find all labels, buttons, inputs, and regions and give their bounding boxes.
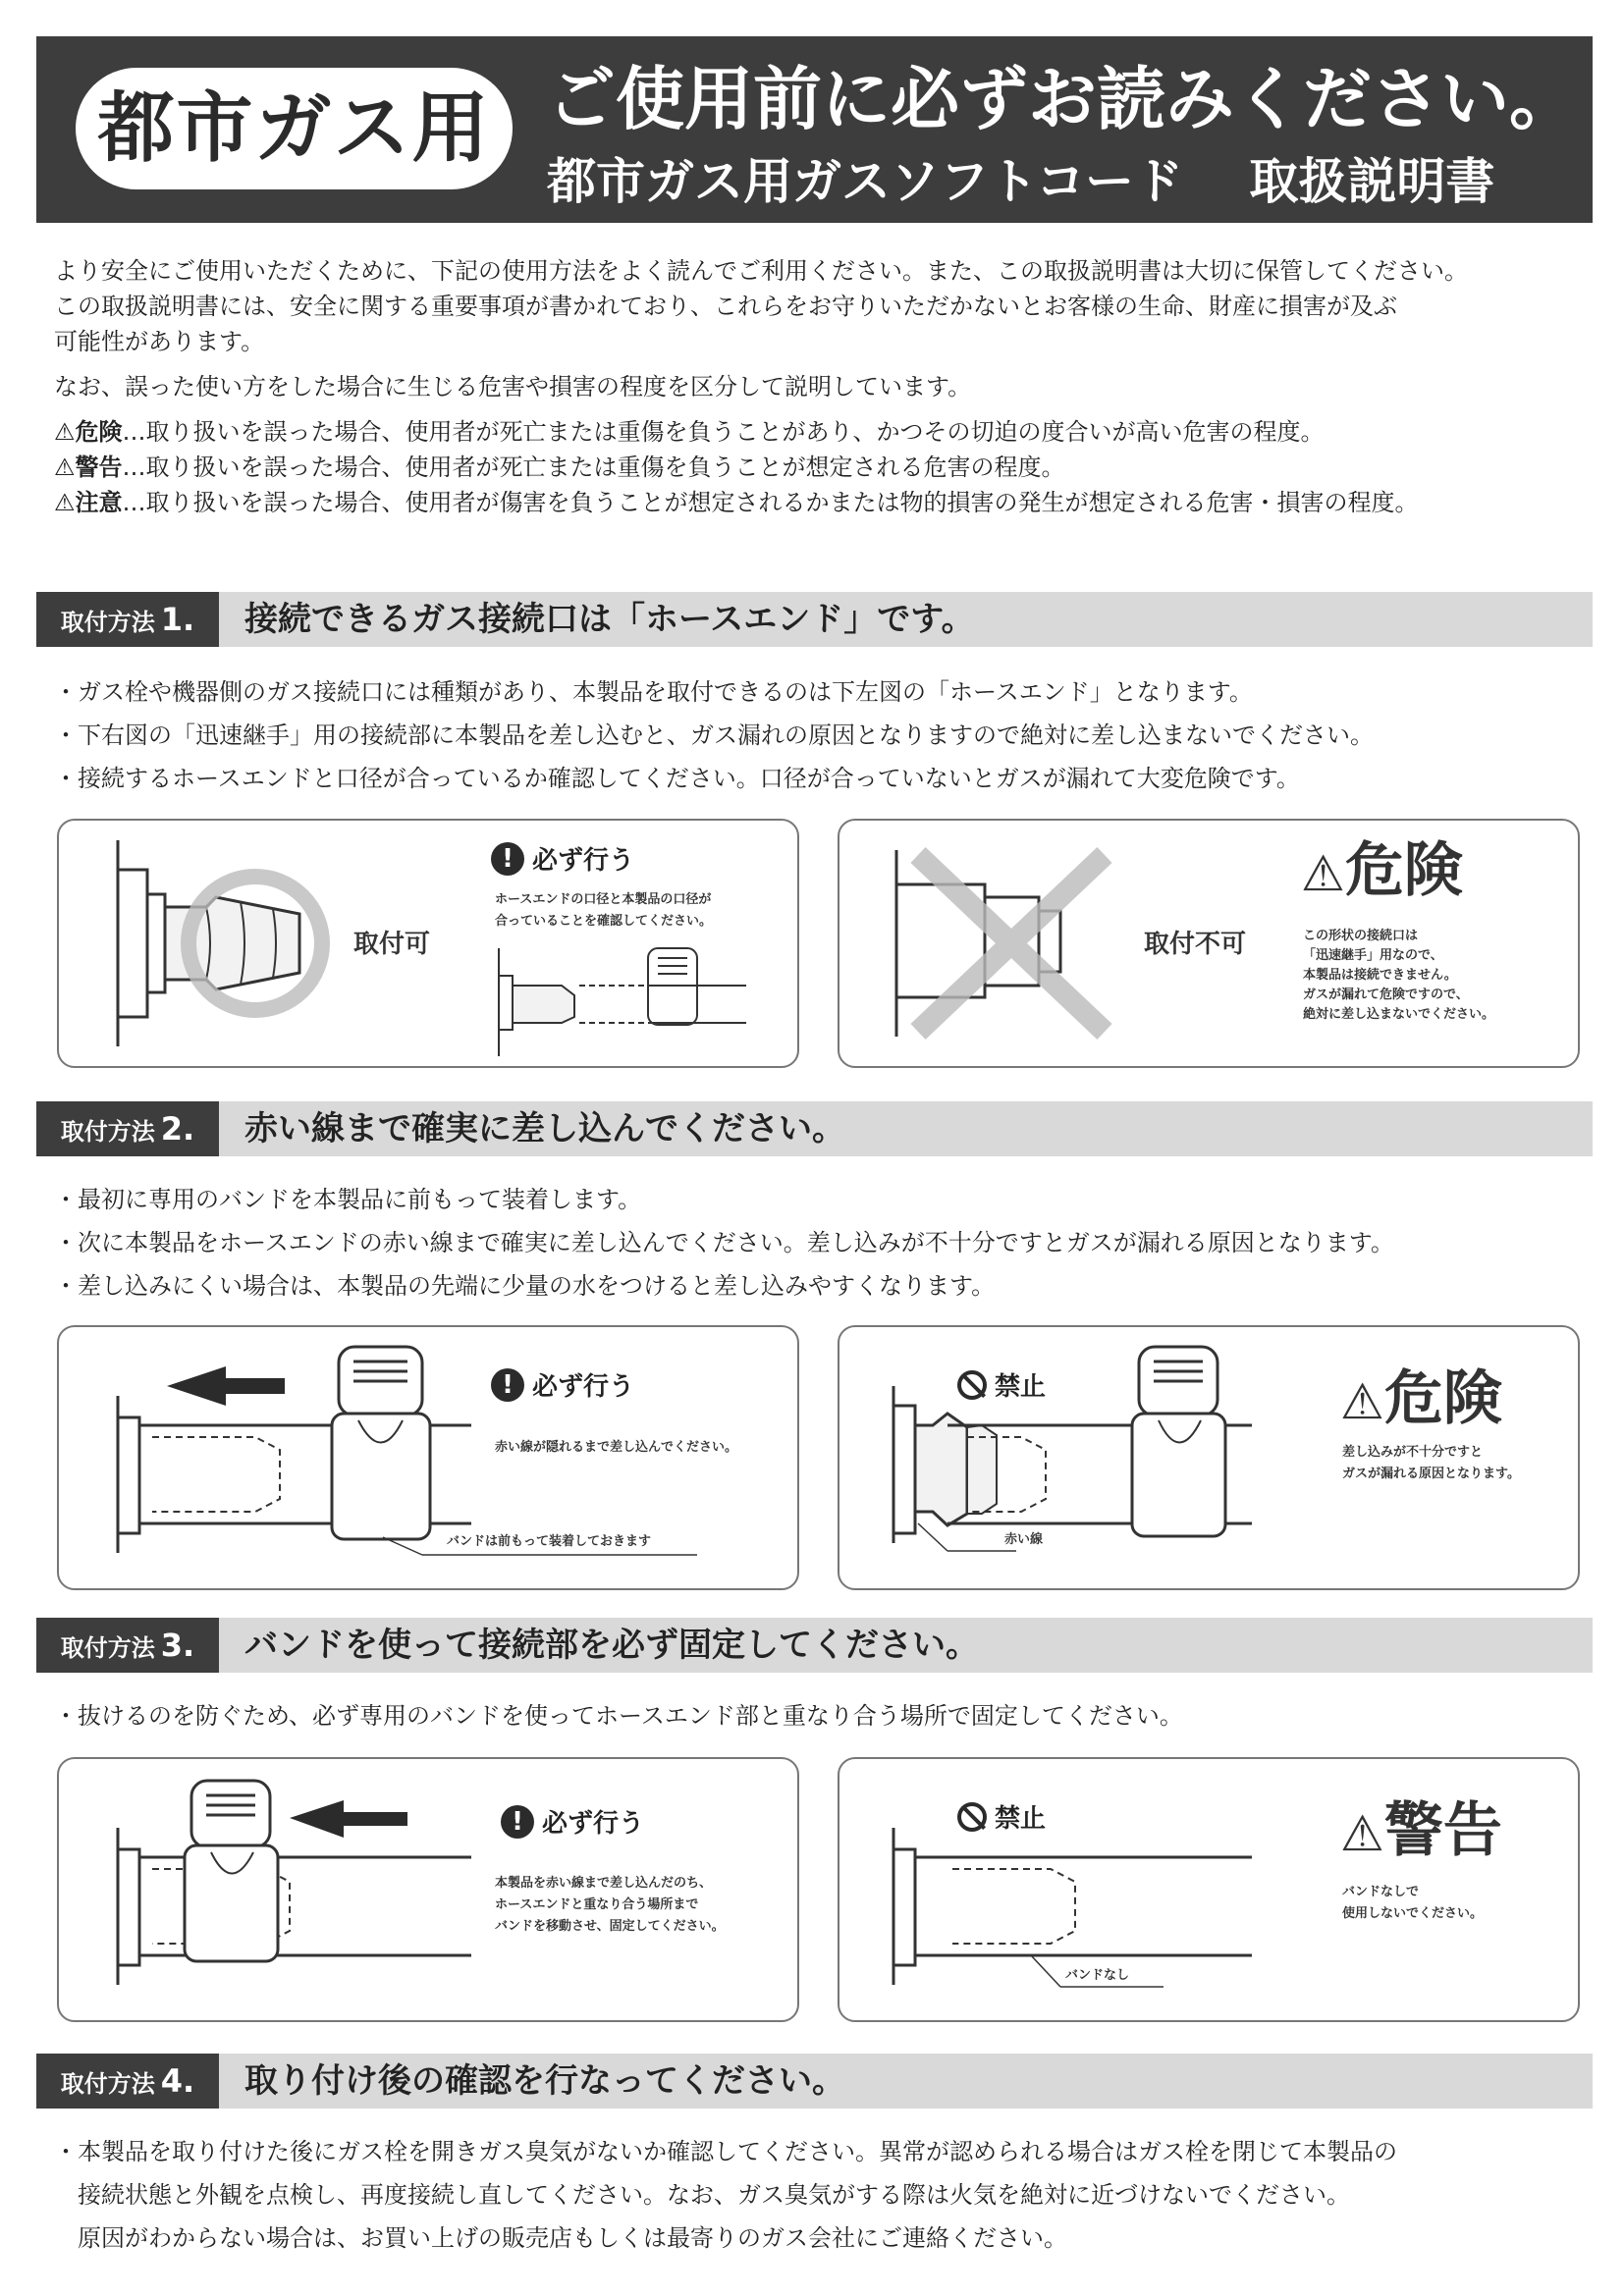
bullet-item: ・最初に専用のバンドを本製品に前もって装着します。 (54, 1186, 642, 1213)
bullet-item: 接続状態と外観を点検し、再度接続し直してください。なお、ガス臭気がする際は火気を絶対に近づけないでください。 (54, 2181, 1350, 2209)
hazard-label: ⚠注意 (54, 489, 123, 516)
section-tag (36, 592, 219, 647)
exclamation-icon: ! (491, 842, 524, 876)
hazard-text: …取り扱いを誤った場合、使用者が死亡または重傷を負うことがあり、かつその切迫の度合いが高い危害の程度。 (122, 418, 1325, 446)
prohibit-heading (957, 1798, 1046, 1835)
band-callout: バンドは前もって装着しておきます (447, 1534, 652, 1549)
page-title: ご使用前に必ずお読みください。 (547, 59, 1578, 139)
hazard-level-caution (54, 485, 1586, 520)
bullet-item: ・本製品を取り付けた後にガス栓を開きガス臭気がないか確認してください。異常が認められる場合はガス栓を閉じて本製品の (54, 2138, 1397, 2165)
figure-quick-coupling-ng (838, 819, 1580, 1068)
section-tag (36, 2054, 219, 2109)
bullet-item: ・抜けるのを防ぐため、必ず専用のバンドを使ってホースエンド部と重なり合う場所で固定してください。 (54, 1702, 1183, 1730)
warning-triangle-icon: ⚠ (1340, 1805, 1384, 1862)
exclamation-icon: ! (501, 1805, 534, 1839)
figure-no-band (838, 1757, 1580, 2022)
section-number: 2. (160, 1110, 195, 1148)
fit-ok-label: 取付可 (353, 930, 431, 959)
section-tag-label: 取付方法 (60, 1634, 155, 1662)
red-line-callout: 赤い線 (1004, 1532, 1044, 1547)
section-title: 接続できるガス接続口は「ホースエンド」です。 (244, 600, 975, 639)
bullet-item: 原因がわからない場合は、お買い上げの販売店もしくは最寄りのガス会社にご連絡ください。 (54, 2224, 1067, 2252)
section-tag-label: 取付方法 (60, 609, 155, 636)
intro-paragraph: より安全にご使用いただくために、下記の使用方法をよく読んでご利用ください。また、この取扱説明書は大切に保管してください。 (54, 257, 1468, 285)
danger-label: 危険 (1383, 1364, 1502, 1433)
note-line: 合っていることを確認してください。 (495, 914, 713, 929)
section-title: 取り付け後の確認を行なってください。 (244, 2061, 845, 2101)
prohibit-label: 禁止 (995, 1804, 1047, 1834)
hazard-text: …取り扱いを誤った場合、使用者が死亡または重傷を負うことが想定される危害の程度。 (122, 454, 1065, 481)
page-subtitle: 都市ガス用ガスソフトコード 取扱説明書 (547, 153, 1495, 210)
city-gas-badge: 都市ガス用 (76, 68, 513, 189)
intro-text (54, 253, 1586, 520)
hazard-label: ⚠危険 (54, 418, 123, 446)
section-1-header (36, 592, 1593, 647)
danger-heading (1340, 1366, 1502, 1434)
figure-hose-end-ok (57, 819, 799, 1068)
danger-heading (1301, 838, 1463, 906)
must-do-label: 必ず行う (542, 1809, 645, 1839)
note-line: バンドなしで (1342, 1885, 1420, 1899)
section-2-bullets (54, 1178, 1586, 1308)
section-4-bullets (54, 2130, 1586, 2260)
note-line: ホースエンドの口径と本製品の口径が (495, 892, 712, 907)
prohibit-heading (957, 1366, 1046, 1403)
figure-band-fix (57, 1757, 799, 2022)
bullet-item: ・接続するホースエンドと口径が合っているか確認してください。口径が合っていないとガスが漏れて大変危険です。 (54, 765, 1300, 792)
note-line: 本製品を赤い線まで差し込んだのち、 (495, 1876, 713, 1891)
hazard-level-danger (54, 414, 1586, 450)
section-tag-label: 取付方法 (60, 2070, 155, 2098)
must-do-heading (491, 1366, 634, 1403)
section-3-bullets (54, 1694, 1586, 1737)
section-4-header (36, 2054, 1593, 2109)
exclamation-icon: ! (491, 1368, 524, 1402)
note-line: 赤い線が隠れるまで差し込んでください。 (495, 1440, 738, 1455)
section-title: 赤い線まで確実に差し込んでください。 (244, 1109, 845, 1148)
bullet-item: ・差し込みにくい場合は、本製品の先端に少量の水をつけると差し込みやすくなります。 (54, 1272, 996, 1300)
must-do-heading (501, 1803, 644, 1840)
prohibited-icon (957, 1370, 987, 1400)
bullet-item: ・下右図の「迅速継手」用の接続部に本製品を差し込むと、ガス漏れの原因となりますので絶対に差し込まないでください。 (54, 721, 1374, 749)
note-line: 使用しないでください。 (1342, 1906, 1484, 1921)
hazard-label: ⚠警告 (54, 454, 123, 481)
warning-label: 警告 (1383, 1796, 1502, 1865)
note-line: 「迅速継手」用なので、 (1303, 948, 1443, 963)
danger-label: 危険 (1344, 836, 1463, 905)
hazard-level-warning (54, 450, 1586, 485)
must-do-label: 必ず行う (532, 846, 635, 876)
intro-paragraph: この取扱説明書には、安全に関する重要事項が書かれており、これらをお守りいただかないとお客様の生命、財産に損害が及ぶ (54, 293, 1397, 320)
section-tag-label: 取付方法 (60, 1118, 155, 1146)
note-line: 絶対に差し込まないでください。 (1303, 1007, 1495, 1022)
note-line: 本製品は接続できません。 (1303, 968, 1457, 983)
warning-triangle-icon: ⚠ (1340, 1373, 1384, 1430)
section-3-header (36, 1618, 1593, 1673)
warning-heading (1340, 1798, 1502, 1866)
section-1-bullets (54, 670, 1586, 800)
note-line: ガスが漏れて危険ですので、 (1303, 988, 1469, 1002)
note-line: 差し込みが不十分ですと (1342, 1445, 1484, 1460)
section-number: 3. (160, 1627, 195, 1664)
section-number: 1. (160, 601, 195, 638)
must-do-heading (491, 840, 634, 877)
note-line: ガスが漏れる原因となります。 (1342, 1467, 1520, 1481)
note-line: ホースエンドと重なり合う場所まで (495, 1897, 699, 1912)
section-number: 4. (160, 2062, 195, 2100)
intro-paragraph: 可能性があります。 (54, 328, 265, 355)
figure-insert-to-line (57, 1325, 799, 1590)
section-tag (36, 1101, 219, 1156)
prohibited-icon (957, 1802, 987, 1832)
figure-insufficient-insertion (838, 1325, 1580, 1590)
bullet-item: ・ガス栓や機器側のガス接続口には種類があり、本製品を取付できるのは下左図の「ホースエンド」となります。 (54, 678, 1253, 706)
note-line: この形状の接続口は (1303, 929, 1419, 943)
header-banner (36, 36, 1593, 223)
prohibit-label: 禁止 (995, 1372, 1047, 1402)
section-title: バンドを使って接続部を必ず固定してください。 (244, 1626, 979, 1665)
warning-triangle-icon: ⚠ (1301, 845, 1345, 902)
note-line: バンドを移動させ、固定してください。 (495, 1919, 725, 1934)
fit-ng-label: 取付不可 (1144, 930, 1247, 959)
bullet-item: ・次に本製品をホースエンドの赤い線まで確実に差し込んでください。差し込みが不十分ですとガスが漏れる原因となります。 (54, 1229, 1394, 1256)
intro-paragraph: なお、誤った使い方をした場合に生じる危害や損害の程度を区分して説明しています。 (54, 373, 972, 400)
hazard-text: …取り扱いを誤った場合、使用者が傷害を負うことが想定されるかまたは物的損害の発生が想定される危害・損害の程度。 (122, 489, 1419, 516)
no-band-callout: バンドなし (1065, 1968, 1130, 1983)
must-do-label: 必ず行う (532, 1372, 635, 1402)
section-2-header (36, 1101, 1593, 1156)
section-tag (36, 1618, 219, 1673)
